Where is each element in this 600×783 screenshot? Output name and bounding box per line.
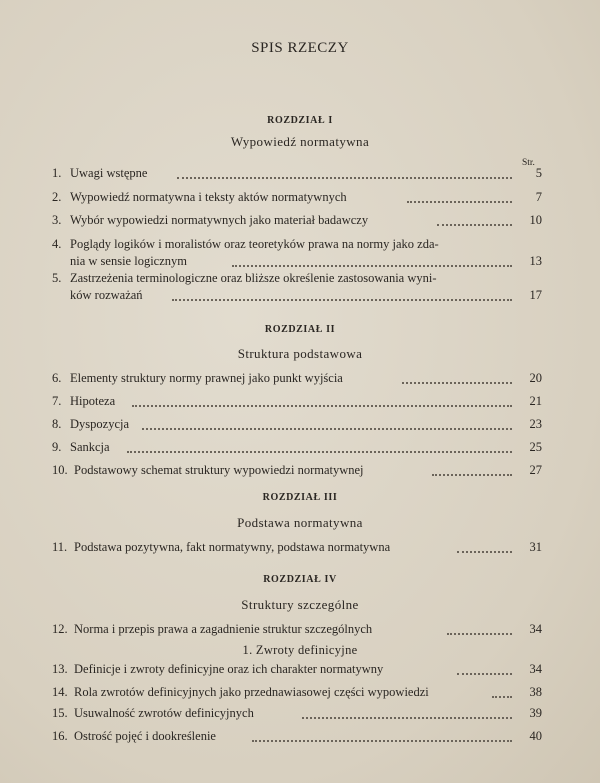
entry-title: Hipoteza <box>70 394 116 408</box>
chapter-label: ROZDZIAŁ I <box>267 115 333 126</box>
entry-number: 8. <box>52 417 62 431</box>
toc-entry <box>52 728 542 745</box>
toc-entry <box>52 539 542 556</box>
entry-title: Elementy struktury normy prawnej jako punkt wyjścia <box>70 371 343 385</box>
entry-page: 10 <box>529 213 542 227</box>
chapter-label: ROZDZIAŁ III <box>262 492 338 503</box>
entry-page: 23 <box>529 417 542 431</box>
entry-number: 1. <box>52 166 62 180</box>
entry-page: 13 <box>529 254 542 268</box>
entry-number: 3. <box>52 213 62 227</box>
entry-page: 7 <box>535 190 542 204</box>
toc-entry <box>52 370 542 387</box>
chapter-heading: Struktury szczególne <box>241 597 359 612</box>
chapter-heading: Podstawa normatywna <box>237 515 363 530</box>
entry-page: 20 <box>529 371 542 385</box>
entry-number: 4. <box>52 237 62 251</box>
toc-entry <box>52 462 542 479</box>
chapter-heading: Struktura podstawowa <box>237 346 363 361</box>
entry-title: Poglądy logików i moralistów oraz teoretyków prawa na normy jako zda- <box>70 237 439 251</box>
chapter-label: ROZDZIAŁ II <box>264 324 336 335</box>
toc-entry <box>52 270 542 304</box>
entry-title: Wypowiedź normatywna i teksty aktów normatywnych <box>70 190 347 204</box>
entry-page: 34 <box>529 662 542 676</box>
toc-entry <box>52 439 542 456</box>
entry-title: Uwagi wstępne <box>70 166 148 180</box>
entry-number: 7. <box>52 394 62 408</box>
toc-entry <box>52 165 542 182</box>
entry-title: Wybór wypowiedzi normatywnych jako materiał badawczy <box>70 213 369 227</box>
entry-title-cont: nia w sensie logicznym <box>70 254 187 268</box>
toc-entry <box>52 621 542 638</box>
toc-entry <box>52 236 542 270</box>
toc-entry <box>52 189 542 206</box>
entry-title: Sankcja <box>70 440 110 454</box>
entry-title-cont: ków rozważań <box>70 288 143 302</box>
entry-page: 34 <box>529 622 542 636</box>
entry-title: Podstawa pozytywna, fakt normatywny, podstawa normatywna <box>74 540 391 554</box>
page-column-label: Str. <box>522 158 535 168</box>
entry-number: 6. <box>52 371 62 385</box>
entry-number: 5. <box>52 271 62 285</box>
toc-entry <box>52 684 542 701</box>
entry-number: 13. <box>52 662 68 676</box>
entry-number: 2. <box>52 190 62 204</box>
toc-entry <box>52 393 542 410</box>
chapter-heading: Wypowiedź normatywna <box>230 134 370 149</box>
entry-number: 12. <box>52 622 68 636</box>
entry-title: Zastrzeżenia terminologiczne oraz bliższe określenie zastosowania wyni- <box>70 271 437 285</box>
entry-number: 9. <box>52 440 62 454</box>
toc-entry <box>52 212 542 229</box>
section-subheading: 1. Zwroty definicyjne <box>242 643 358 657</box>
entry-number: 15. <box>52 706 68 720</box>
entry-title: Usuwalność zwrotów definicyjnych <box>74 706 254 720</box>
toc-entry <box>52 705 542 722</box>
entry-number: 11. <box>52 540 68 554</box>
entry-page: 31 <box>529 540 542 554</box>
entry-number: 10. <box>52 463 68 477</box>
entry-title: Rola zwrotów definicyjnych jako przednawiasowej części wypowiedzi <box>74 685 429 699</box>
toc-entry <box>52 416 542 433</box>
entry-page: 25 <box>529 440 542 454</box>
page-title: SPIS RZECZY <box>251 40 349 56</box>
entry-page: 40 <box>529 729 542 743</box>
entry-title: Ostrość pojęć i dookreślenie <box>74 729 216 743</box>
entry-page: 5 <box>535 166 542 180</box>
entry-page: 38 <box>529 685 542 699</box>
entry-title: Dyspozycja <box>70 417 130 431</box>
entry-page: 27 <box>529 463 542 477</box>
entry-title: Definicje i zwroty definicyjne oraz ich charakter normatywny <box>74 662 384 676</box>
entry-page: 39 <box>529 706 542 720</box>
entry-number: 16. <box>52 729 68 743</box>
entry-page: 17 <box>529 288 542 302</box>
entry-title: Norma i przepis prawa a zagadnienie struktur szczególnych <box>74 622 373 636</box>
toc-entry <box>52 661 542 678</box>
chapter-label: ROZDZIAŁ IV <box>263 574 337 585</box>
entry-page: 21 <box>529 394 542 408</box>
entry-number: 14. <box>52 685 68 699</box>
entry-title: Podstawowy schemat struktury wypowiedzi normatywnej <box>74 463 364 477</box>
